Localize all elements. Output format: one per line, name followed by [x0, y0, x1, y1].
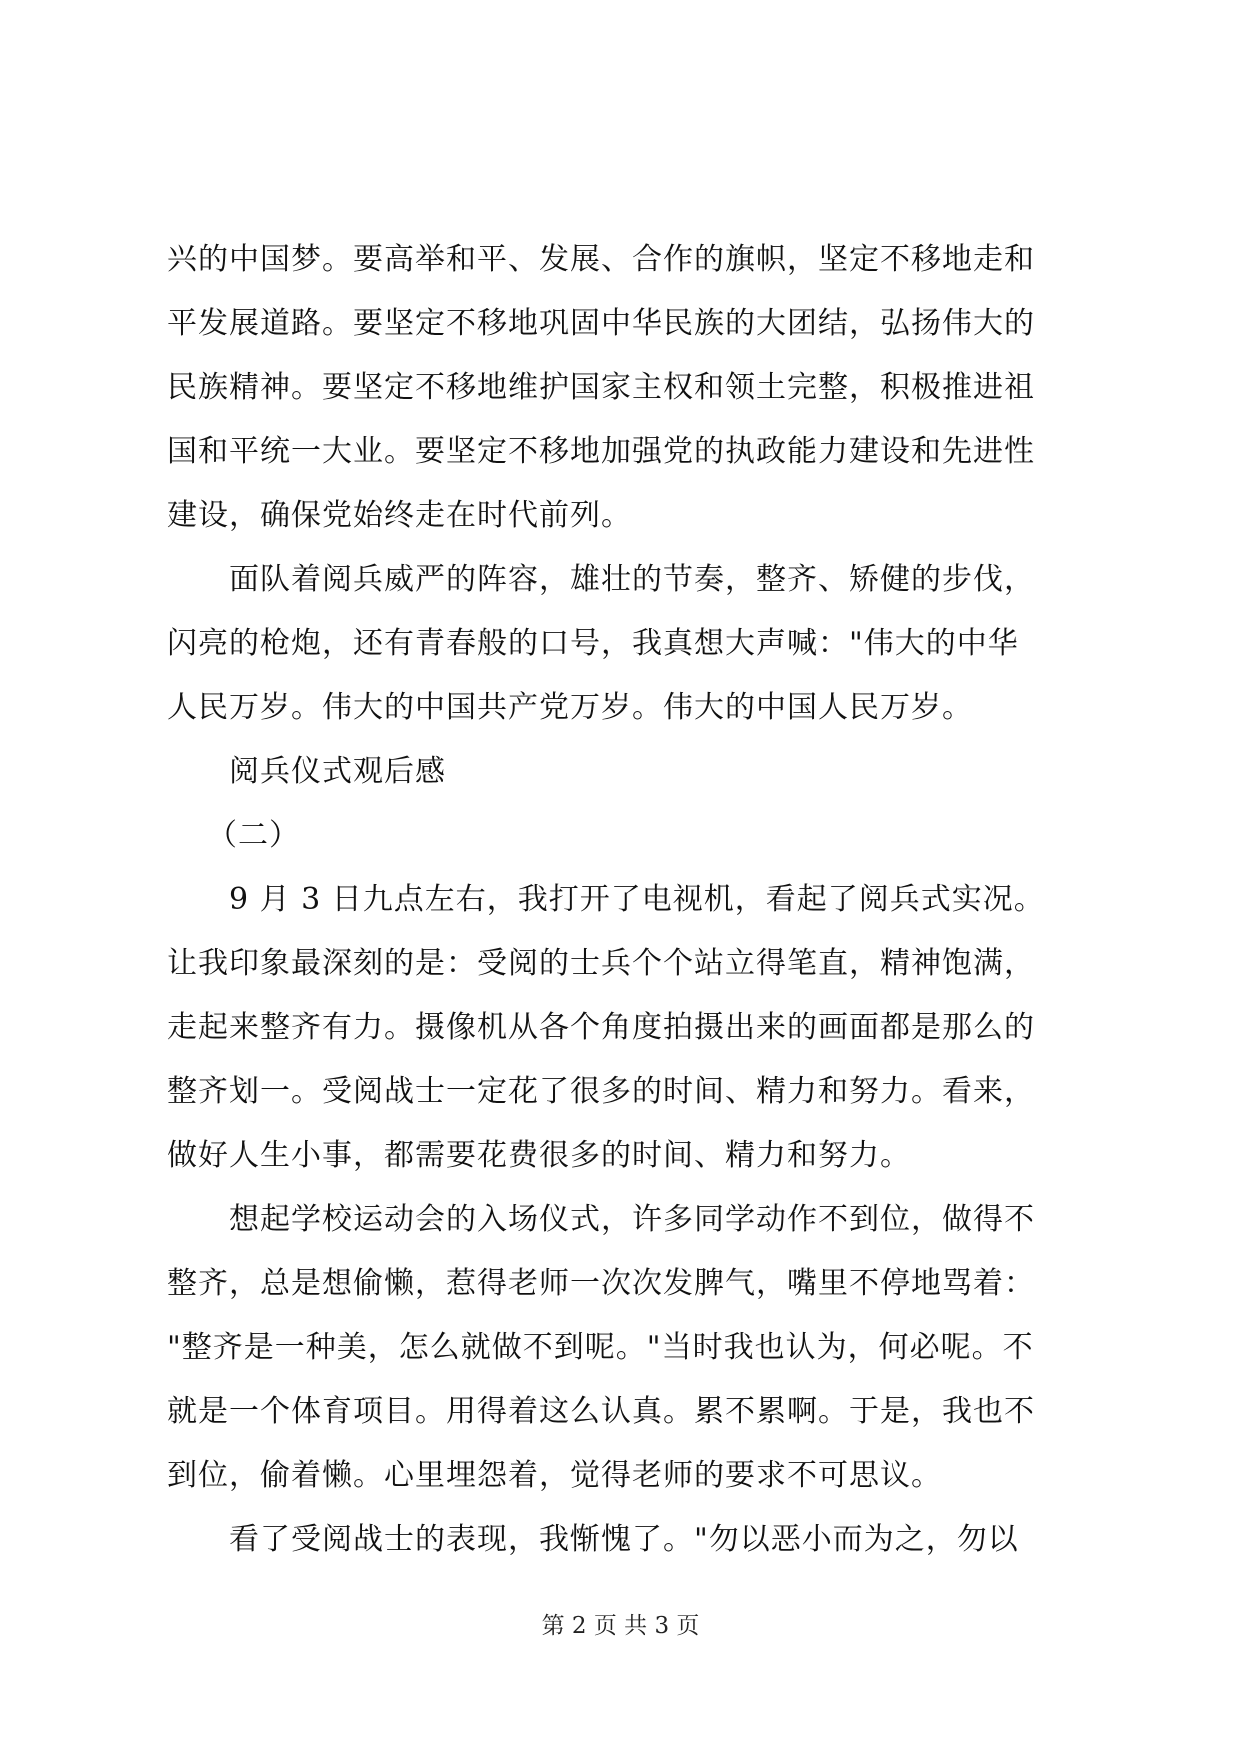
text-line: 做好人生小事，都需要花费很多的时间、精力和努力。 — [167, 1138, 911, 1173]
text-line: 整齐，总是想偷懒，惹得老师一次次发脾气，嘴里不停地骂着： — [167, 1266, 1035, 1301]
text-line: 看了受阅战士的表现，我惭愧了。"勿以恶小而为之，勿以 — [229, 1522, 1019, 1557]
text-line: 兴的中国梦。要高举和平、发展、合作的旗帜，坚定不移地走和 — [167, 242, 1035, 277]
text-line: 建设，确保党始终走在时代前列。 — [167, 498, 632, 533]
text-line: 人民万岁。伟大的中国共产党万岁。伟大的中国人民万岁。 — [167, 690, 973, 725]
text-line: 整齐划一。受阅战士一定花了很多的时间、精力和努力。看来， — [167, 1074, 1035, 1109]
text-line: 让我印象最深刻的是：受阅的士兵个个站立得笔直，精神饱满， — [167, 946, 1035, 981]
text-line: 9 月 3 日九点左右，我打开了电视机，看起了阅兵式实况。 — [229, 882, 1045, 917]
text-line: 走起来整齐有力。摄像机从各个角度拍摄出来的画面都是那么的 — [167, 1010, 1035, 1045]
page-number-label: 第 2 页 共 3 页 — [541, 1613, 700, 1639]
text-line: 平发展道路。要坚定不移地巩固中华民族的大团结，弘扬伟大的 — [167, 306, 1035, 341]
text-line: 面队着阅兵威严的阵容，雄壮的节奏，整齐、矫健的步伐， — [229, 562, 1035, 597]
text-line: 到位，偷着懒。心里埋怨着，觉得老师的要求不可思议。 — [167, 1458, 942, 1493]
text-line: 想起学校运动会的入场仪式，许多同学动作不到位，做得不 — [229, 1202, 1035, 1237]
text-line: "整齐是一种美，怎么就做不到呢。"当时我也认为，何必呢。不 — [167, 1330, 1034, 1365]
text-line: 闪亮的枪炮，还有青春般的口号，我真想大声喊："伟大的中华 — [167, 626, 1019, 661]
text-line: 国和平统一大业。要坚定不移地加强党的执政能力建设和先进性 — [167, 434, 1035, 469]
section-title: 阅兵仪式观后感 — [229, 754, 446, 789]
text-line: 就是一个体育项目。用得着这么认真。累不累啊。于是，我也不 — [167, 1394, 1035, 1429]
document-body — [167, 228, 1087, 1572]
page-footer — [0, 1607, 1241, 1640]
text-line: 民族精神。要坚定不移地维护国家主权和领土完整，积极推进祖 — [167, 370, 1035, 405]
section-number: （二） — [207, 818, 300, 853]
